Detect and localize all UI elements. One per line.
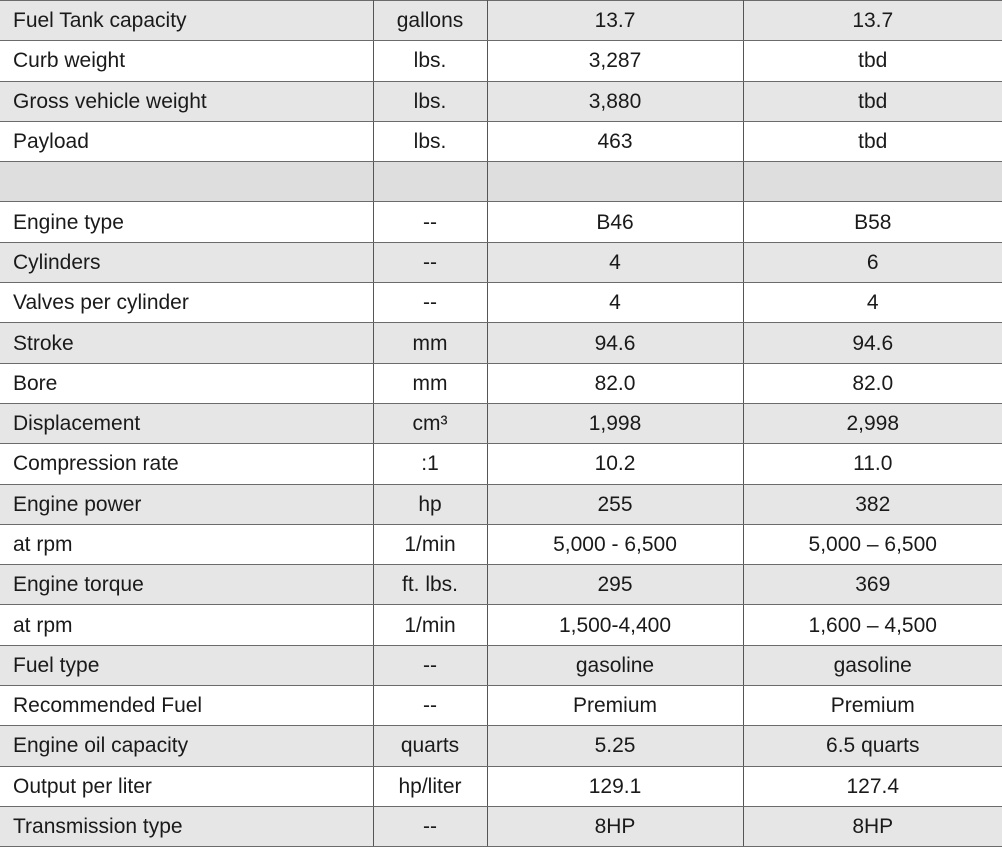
spec-value-2-cell — [743, 162, 1002, 202]
spec-unit-cell: lbs. — [373, 41, 487, 81]
table-row — [0, 1, 1002, 41]
spec-value-1-cell: gasoline — [487, 645, 743, 685]
spec-label-cell — [0, 162, 373, 202]
spec-value-1-cell: 3,880 — [487, 81, 743, 121]
spec-value-2-cell: tbd — [743, 81, 1002, 121]
spec-label-cell: Fuel type — [0, 645, 373, 685]
spec-unit-cell: quarts — [373, 726, 487, 766]
spec-label-cell: Engine type — [0, 202, 373, 242]
table-row — [0, 323, 1002, 363]
spec-label-cell: Fuel Tank capacity — [0, 1, 373, 41]
spec-value-2-cell: 6.5 quarts — [743, 726, 1002, 766]
spec-value-2-cell: 11.0 — [743, 444, 1002, 484]
spec-value-1-cell: 4 — [487, 242, 743, 282]
table-row — [0, 81, 1002, 121]
spec-unit-cell: lbs. — [373, 121, 487, 161]
spec-unit-cell: hp — [373, 484, 487, 524]
spec-label-cell: Transmission type — [0, 806, 373, 846]
spec-label-cell: Bore — [0, 363, 373, 403]
spec-value-1-cell: 5.25 — [487, 726, 743, 766]
spec-value-2-cell: 127.4 — [743, 766, 1002, 806]
spec-value-2-cell: B58 — [743, 202, 1002, 242]
table-row — [0, 565, 1002, 605]
spec-value-1-cell: B46 — [487, 202, 743, 242]
spec-label-cell: Recommended Fuel — [0, 686, 373, 726]
spec-value-1-cell: 1,500-4,400 — [487, 605, 743, 645]
spec-label-cell: Cylinders — [0, 242, 373, 282]
spec-unit-cell: :1 — [373, 444, 487, 484]
spec-value-2-cell: gasoline — [743, 645, 1002, 685]
spec-unit-cell: ft. lbs. — [373, 565, 487, 605]
spec-unit-cell: 1/min — [373, 524, 487, 564]
spec-value-1-cell: 4 — [487, 283, 743, 323]
spec-unit-cell: -- — [373, 202, 487, 242]
table-row — [0, 806, 1002, 846]
table-row — [0, 403, 1002, 443]
spec-label-cell: Output per liter — [0, 766, 373, 806]
spec-value-2-cell: tbd — [743, 121, 1002, 161]
spec-value-2-cell: 13.7 — [743, 1, 1002, 41]
table-row — [0, 484, 1002, 524]
table-row — [0, 524, 1002, 564]
table-row — [0, 444, 1002, 484]
spec-label-cell: Engine oil capacity — [0, 726, 373, 766]
table-row — [0, 242, 1002, 282]
spec-label-cell: at rpm — [0, 524, 373, 564]
table-row — [0, 726, 1002, 766]
spec-value-2-cell: Premium — [743, 686, 1002, 726]
table-row — [0, 41, 1002, 81]
spec-unit-cell: lbs. — [373, 81, 487, 121]
spec-label-cell: Engine torque — [0, 565, 373, 605]
spec-unit-cell: mm — [373, 323, 487, 363]
spec-value-2-cell: 4 — [743, 283, 1002, 323]
spec-value-2-cell: 1,600 – 4,500 — [743, 605, 1002, 645]
spec-value-1-cell — [487, 162, 743, 202]
spec-value-2-cell: tbd — [743, 41, 1002, 81]
spec-value-1-cell: 94.6 — [487, 323, 743, 363]
spec-value-1-cell: 255 — [487, 484, 743, 524]
spec-value-1-cell: 295 — [487, 565, 743, 605]
spec-unit-cell: gallons — [373, 1, 487, 41]
spec-label-cell: Payload — [0, 121, 373, 161]
spec-value-2-cell: 382 — [743, 484, 1002, 524]
spec-unit-cell: cm³ — [373, 403, 487, 443]
spec-value-2-cell: 94.6 — [743, 323, 1002, 363]
spec-unit-cell: -- — [373, 283, 487, 323]
spec-unit-cell: 1/min — [373, 605, 487, 645]
spec-label-cell: Stroke — [0, 323, 373, 363]
spec-value-2-cell: 5,000 – 6,500 — [743, 524, 1002, 564]
spec-unit-cell: -- — [373, 806, 487, 846]
spec-value-1-cell: 82.0 — [487, 363, 743, 403]
spec-unit-cell: mm — [373, 363, 487, 403]
spec-label-cell: Curb weight — [0, 41, 373, 81]
spec-value-2-cell: 8HP — [743, 806, 1002, 846]
spec-value-1-cell: 8HP — [487, 806, 743, 846]
table-row — [0, 202, 1002, 242]
spec-label-cell: Valves per cylinder — [0, 283, 373, 323]
table-row — [0, 283, 1002, 323]
spec-label-cell: at rpm — [0, 605, 373, 645]
spec-unit-cell: hp/liter — [373, 766, 487, 806]
spec-label-cell: Gross vehicle weight — [0, 81, 373, 121]
spec-table-body — [0, 1, 1002, 847]
table-row — [0, 686, 1002, 726]
spec-label-cell: Engine power — [0, 484, 373, 524]
spec-value-1-cell: 13.7 — [487, 1, 743, 41]
table-row — [0, 363, 1002, 403]
spec-value-1-cell: 1,998 — [487, 403, 743, 443]
spec-value-1-cell: 5,000 - 6,500 — [487, 524, 743, 564]
spec-unit-cell: -- — [373, 242, 487, 282]
spec-value-1-cell: 463 — [487, 121, 743, 161]
spec-value-1-cell: 10.2 — [487, 444, 743, 484]
spec-unit-cell: -- — [373, 645, 487, 685]
table-row — [0, 766, 1002, 806]
spec-value-2-cell: 82.0 — [743, 363, 1002, 403]
spec-value-1-cell: 129.1 — [487, 766, 743, 806]
spec-unit-cell — [373, 162, 487, 202]
table-row — [0, 645, 1002, 685]
spec-label-cell: Compression rate — [0, 444, 373, 484]
spacer-row — [0, 162, 1002, 202]
table-row — [0, 605, 1002, 645]
spec-value-1-cell: 3,287 — [487, 41, 743, 81]
spec-value-2-cell: 6 — [743, 242, 1002, 282]
spec-unit-cell: -- — [373, 686, 487, 726]
spec-value-2-cell: 369 — [743, 565, 1002, 605]
spec-label-cell: Displacement — [0, 403, 373, 443]
spec-value-1-cell: Premium — [487, 686, 743, 726]
table-row — [0, 121, 1002, 161]
spec-value-2-cell: 2,998 — [743, 403, 1002, 443]
